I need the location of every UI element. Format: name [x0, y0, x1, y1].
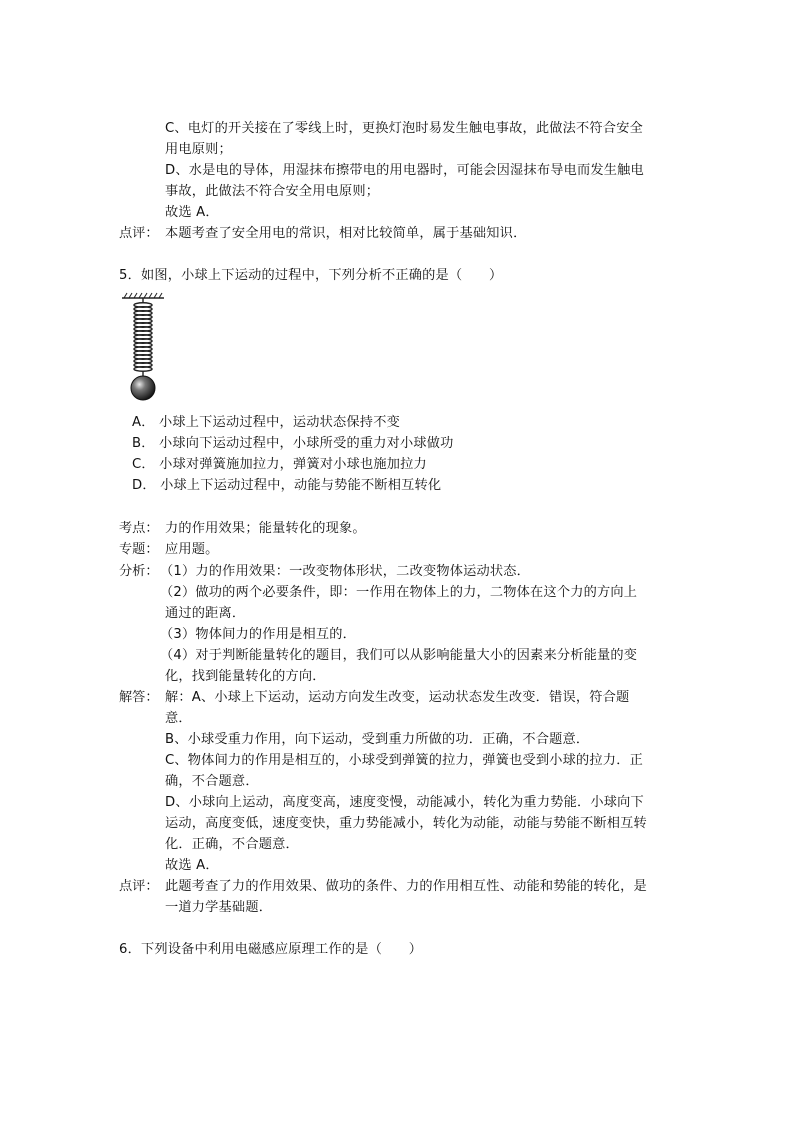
q5-fenxi-line: 化，找到能量转化的方向．	[165, 669, 326, 684]
prev-answer-c-line1: C、电灯的开关接在了零线上时，更换灯泡时易发生触电事故，此做法不符合安全	[165, 121, 643, 136]
q5-jieda-line: 化．正确，不合题意．	[165, 837, 299, 852]
prev-comment-text: 本题考查了安全用电的常识，相对比较简单，属于基础知识．	[165, 226, 527, 241]
spring-ball-figure	[118, 292, 168, 404]
q5-option-b: B． 小球向下运动过程中，小球所受的重力对小球做功	[132, 436, 454, 451]
q5-kaodian-text: 力的作用效果；能量转化的现象。	[165, 521, 366, 536]
prev-answer-c-line2: 用电原则；	[165, 142, 232, 157]
prev-answer-d-line1: D、水是电的导体，用湿抹布擦带电的用电器时，可能会因湿抹布导电而发生触电	[165, 163, 644, 178]
q5-jieda-line: 意．	[165, 711, 192, 726]
q5-jieda-line: 故选 A．	[165, 858, 219, 873]
prev-comment-label: 点评：	[119, 226, 159, 241]
q5-zhuanti-label: 专题：	[119, 542, 159, 557]
q5-jieda-label: 解答：	[119, 690, 159, 705]
q5-kaodian-label: 考点：	[119, 521, 159, 536]
q5-jieda-line: 解：A、小球上下运动，运动方向发生改变，运动状态发生改变．错误，符合题	[165, 690, 630, 705]
q6-stem: 6．下列设备中利用电磁感应原理工作的是（ ）	[119, 942, 423, 957]
prev-answer-d-line2: 事故，此做法不符合安全用电原则；	[165, 184, 380, 199]
q5-option-a: A． 小球上下运动过程中，运动状态保持不变	[132, 415, 400, 430]
spring-coils	[134, 303, 152, 371]
q5-fenxi-line: （4）对于判断能量转化的题目，我们可以从影响能量大小的因素来分析能量的变	[160, 648, 638, 663]
q5-dianping-line: 此题考查了力的作用效果、做功的条件、力的作用相互性、动能和势能的转化，是	[165, 879, 647, 894]
q5-option-c: C． 小球对弹簧施加拉力，弹簧对小球也施加拉力	[132, 457, 427, 472]
q5-jieda-line: C、物体间力的作用是相互的，小球受到弹簧的拉力，弹簧也受到小球的拉力．正	[165, 753, 643, 768]
q5-zhuanti-text: 应用题。	[165, 542, 219, 557]
q5-fenxi-line: 通过的距离．	[165, 606, 246, 621]
prev-answer-choice: 故选 A．	[165, 205, 219, 220]
q5-jieda-line: 确，不合题意．	[165, 774, 259, 789]
q5-fenxi-line: （3）物体间力的作用是相互的．	[160, 627, 357, 642]
q5-fenxi-label: 分析：	[119, 564, 159, 579]
q5-dianping-line: 一道力学基础题．	[165, 900, 273, 915]
q5-jieda-line: B、小球受重力作用，向下运动，受到重力所做的功．正确，不合题意．	[165, 732, 590, 747]
ball	[131, 376, 155, 400]
q5-fenxi-line: （2）做功的两个必要条件，即：一作用在物体上的力，二物体在这个力的方向上	[160, 585, 638, 600]
q5-dianping-label: 点评：	[119, 879, 159, 894]
q5-stem: 5．如图，小球上下运动的过程中，下列分析不正确的是（ ）	[119, 268, 503, 283]
q5-jieda-line: 运动，高度变低，速度变快，重力势能减小，转化为动能，动能与势能不断相互转	[165, 816, 647, 831]
q5-fenxi-line: （1）力的作用效果：一改变物体形状，二改变物体运动状态．	[160, 564, 531, 579]
q5-option-d: D． 小球上下运动过程中，动能与势能不断相互转化	[132, 478, 442, 493]
q5-jieda-line: D、小球向上运动，高度变高，速度变慢，动能减小，转化为重力势能．小球向下	[165, 795, 644, 810]
